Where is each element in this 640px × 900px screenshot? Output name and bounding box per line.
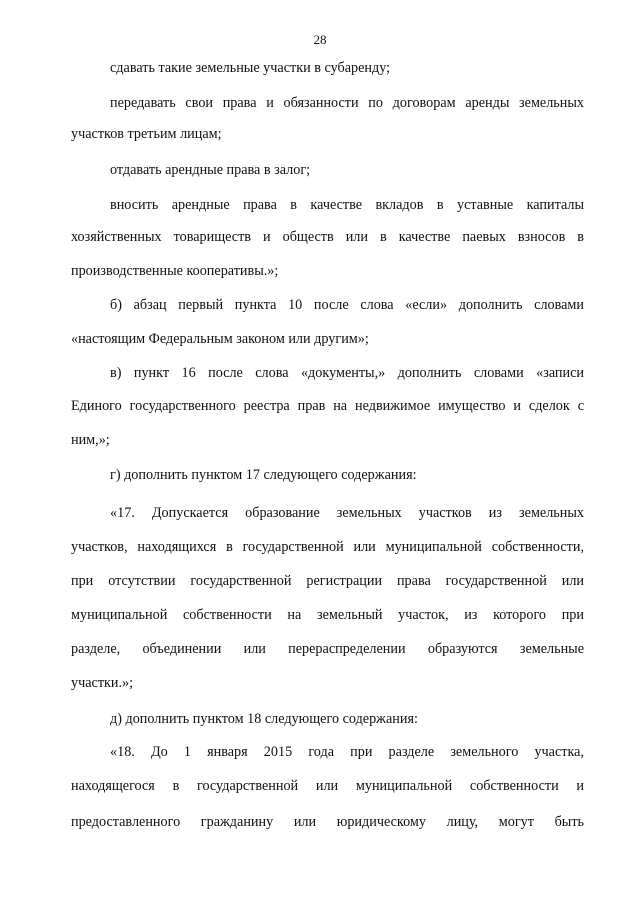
text-line: производственные кооперативы.»; bbox=[71, 263, 279, 279]
text-line: участков третьим лицам; bbox=[71, 126, 222, 142]
text-line: находящегося в государственной или муниципальной собственности и bbox=[71, 778, 584, 794]
text-line: г) дополнить пунктом 17 следующего содержания: bbox=[110, 467, 417, 483]
text-line: ним,»; bbox=[71, 432, 110, 448]
text-line: разделе, объединении или перераспределении образуются земельные bbox=[71, 641, 584, 657]
text-line: д) дополнить пунктом 18 следующего содержания: bbox=[110, 711, 418, 727]
text-line: отдавать арендные права в залог; bbox=[110, 162, 311, 178]
text-line: «18. До 1 января 2015 года при разделе земельного участка, bbox=[110, 744, 584, 760]
text-line: «17. Допускается образование земельных участков из земельных bbox=[110, 505, 584, 521]
text-line: передавать свои права и обязанности по договорам аренды земельных bbox=[110, 95, 584, 111]
page-number: 28 bbox=[313, 32, 327, 47]
text-line: участков, находящихся в государственной или муниципальной собственности, bbox=[71, 539, 584, 555]
text-line: Единого государственного реестра прав на недвижимое имущество и сделок с bbox=[71, 398, 584, 414]
text-line: сдавать такие земельные участки в субаренду; bbox=[110, 60, 391, 76]
text-line: предоставленного гражданину или юридическому лицу, могут быть bbox=[71, 814, 584, 830]
text-line: вносить арендные права в качестве вкладов в уставные капиталы bbox=[110, 197, 584, 213]
text-line: при отсутствии государственной регистрации права государственной или bbox=[71, 573, 584, 589]
text-line: участки.»; bbox=[71, 675, 134, 691]
text-line: б) абзац первый пункта 10 после слова «если» дополнить словами bbox=[110, 297, 584, 313]
text-line: муниципальной собственности на земельный участок, из которого при bbox=[71, 607, 584, 623]
text-line: в) пункт 16 после слова «документы,» дополнить словами «записи bbox=[110, 365, 584, 381]
text-line: «настоящим Федеральным законом или другим»; bbox=[71, 331, 369, 347]
text-line: хозяйственных товариществ и обществ или в качестве паевых взносов в bbox=[71, 229, 584, 245]
